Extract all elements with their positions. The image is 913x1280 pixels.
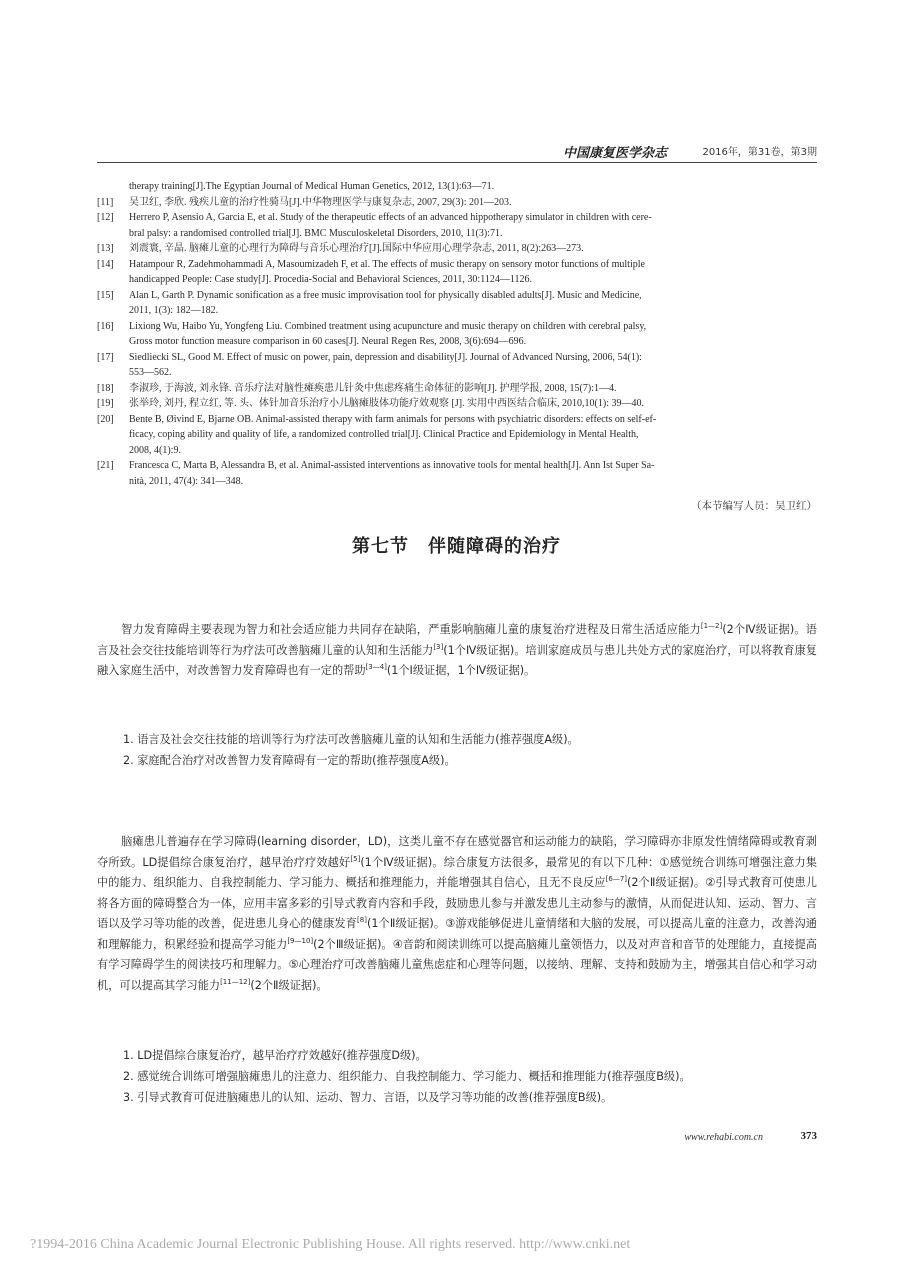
recommendation-item: 1. 语言及社会交往技能的培训等行为疗法可改善脑瘫儿童的认知和生活能力(推荐强度A级)。 <box>123 733 579 746</box>
reference-item <box>97 381 817 397</box>
reference-item <box>97 257 817 288</box>
reference-number: [18] <box>97 382 114 394</box>
copyright-notice: ?1994-2016 China Academic Journal Electronic Publishing House. All rights reserved. http://www.cnki.net <box>30 1237 631 1252</box>
para1-text: (2个Ⅳ级证据)。语言及社会交往技能培训等行为疗法可改善脑瘫儿童的认知和生活能力 <box>97 623 817 657</box>
recommendations-1 <box>97 729 817 771</box>
reference-line: Siedliecki SL, Good M. Effect of music on power, pain, depression and disability[J]. Journal of Advanced Nursing, 2006, 54(1): <box>129 351 642 363</box>
reference-line: ficacy, coping ability and quality of life, a randomized controlled trial[J]. Clinical Practice and Epidemiology in Mental Health, <box>129 429 639 440</box>
para1-text: (1个Ⅰ级证据，1个Ⅳ级证据)。 <box>386 664 536 677</box>
reference-item <box>97 195 817 211</box>
reference-line: Lixiong Wu, Haibo Yu, Yongfeng Liu. Combined treatment using acupuncture and music therapy on children with cerebral palsy, <box>129 320 647 332</box>
para2-text: 脑瘫患儿普遍存在学习障碍(learning disorder，LD)，这类儿童不存在感觉器官和运动能力的缺陷，学习障碍亦非原发性情绪障碍或教育剥夺所致。LD提倡综合康复治疗，越早治疗疗效越好 <box>97 835 817 869</box>
reference-item <box>97 396 817 412</box>
reference-line: 刘震寰, 辛晶. 脑瘫儿童的心理行为障碍与音乐心理治疗[J].国际中华应用心理学杂志, 2011, 8(2):263—273. <box>129 243 584 254</box>
reference-item <box>97 319 817 350</box>
reference-line: 李淑珍, 于海波, 刘永锋. 音乐疗法对脑性瘫痪患儿针灸中焦虑疼痛生命体征的影响[J]. 护理学报, 2008, 15(7):1—4. <box>129 382 617 394</box>
reference-item <box>97 288 817 319</box>
reference-number: [17] <box>97 351 114 363</box>
para2-text: (1个Ⅳ级证据)。综合康复方法很多，最常见的有以下几种：①感觉统合训练可增强注意力集中的能力、组织能力、自我控制能力、学习能力、概括和推理能力，并能增强其自信心，且无不良反应 <box>97 855 817 889</box>
recommendation-item: 2. 感觉统合训练可增强脑瘫患儿的注意力、组织能力、自我控制能力、学习能力、概括和推理能力(推荐强度B级)。 <box>123 1070 691 1083</box>
reference-number: [21] <box>97 460 114 471</box>
reference-item <box>97 458 817 489</box>
para2-text: (2个Ⅱ级证据)。②引导式教育可使患儿将各方面的障碍整合为一体，应用丰富多彩的引导式教育内容和手段，鼓励患儿参与并激发患儿主动参与的激情，从而促进认知、运动、智力、言语以及学习等功能的改善，促进患儿身心的健康发育 <box>97 876 817 930</box>
page-number: 373 <box>800 1130 817 1142</box>
recommendations-2 <box>97 1045 817 1108</box>
recommendation-item: 2. 家庭配合治疗对改善智力发育障碍有一定的帮助(推荐强度A级)。 <box>123 754 456 767</box>
reference-list <box>97 179 817 489</box>
reference-item <box>97 210 817 241</box>
citation: [5] <box>350 854 361 863</box>
section-title: 第七节 伴随障碍的治疗 <box>352 536 561 557</box>
reference-item <box>97 350 817 381</box>
reference-number: [12] <box>97 212 114 223</box>
reference-item <box>97 241 817 257</box>
para2-text: (1个Ⅱ级证据)。③游戏能够促进儿童情绪和大脑的发展，可以提高儿童的注意力，改善沟通和理解能力，积累经验和提高学习能力 <box>97 917 817 951</box>
reference-line: Francesca C, Marta B, Alessandra B, et al. Animal-assisted interventions as innovative tools for mental health[J]. Ann Ist Super Sa- <box>129 460 655 471</box>
reference-item <box>97 179 817 195</box>
reference-number: [15] <box>97 289 114 301</box>
paragraph-intellectual-disability <box>97 620 817 682</box>
reference-line: 2011, 1(3): 182—182. <box>129 305 219 316</box>
reference-line: therapy training[J].The Egyptian Journal of Medical Human Genetics, 2012, 13(1):63—71. <box>129 181 495 192</box>
issue-info: 2016年，第31卷，第3期 <box>702 147 817 158</box>
reference-line: nità, 2011, 47(4): 341—348. <box>129 475 244 487</box>
reference-item <box>97 412 817 459</box>
recommendation-item: 1. LD提倡综合康复治疗，越早治疗疗效越好(推荐强度D级)。 <box>123 1049 427 1062</box>
reference-line: handicapped People: Case study[J]. Procedia-Social and Behavioral Sciences, 2011, 30:1124—1126. <box>129 274 532 285</box>
citation: [1—2] <box>700 622 723 630</box>
footer-url: www.rehabi.com.cn <box>684 1132 763 1143</box>
reference-line: 吴卫红, 李欣. 残疾儿童的治疗性骑马[J].中华物理医学与康复杂志, 2007, 29(3): 201—203. <box>129 196 512 208</box>
reference-line: 张举玲, 刘丹, 程立红, 等. 头、体针加音乐治疗小儿脑瘫肢体功能疗效观察 [J]. 实用中西医结合临床, 2010,10(1): 39—40. <box>129 398 644 409</box>
para1-text: (1个Ⅳ级证据)。培训家庭成员与患儿共处方式的家庭治疗，可以将教育康复融入家庭生活中，对改善智力发育障碍也有一定的帮助 <box>97 643 817 677</box>
reference-line: bral palsy: a randomised controlled trial[J]. BMC Musculoskeletal Disorders, 2010, 11(3):71. <box>129 227 503 239</box>
reference-line: Alan L, Garth P. Dynamic sonification as a free music improvisation tool for physically disabled adults[J]. Music and Medicine, <box>129 289 642 301</box>
author-note: （本节编写人员：吴卫红） <box>691 500 817 512</box>
reference-line: Hatampour R, Zadehmohammadi A, Masoumizadeh F, et al. The effects of music therapy on sensory motor functions of multiple <box>129 258 645 270</box>
reference-line: 2008, 4(1):9. <box>129 444 181 456</box>
reference-number: [13] <box>97 243 114 254</box>
page-header <box>97 140 817 163</box>
citation: [3] <box>433 642 444 651</box>
reference-line: Gross motor function measure comparison in 60 cases[J]. Neural Regen Res, 2008, 3(6):694—696. <box>129 336 527 347</box>
citation: [6—7] <box>605 875 628 883</box>
citation: [11—12] <box>220 977 251 986</box>
citation: [3—4] <box>365 663 387 671</box>
para1-text: 智力发育障碍主要表现为智力和社会适应能力共同存在缺陷，严重影响脑瘫儿童的康复治疗进程及日常生活适应能力 <box>121 623 701 636</box>
reference-number: [19] <box>97 398 114 409</box>
paragraph-learning-disorder <box>97 832 817 996</box>
reference-number: [16] <box>97 320 114 332</box>
para2-text: (2个Ⅱ级证据)。 <box>250 978 328 992</box>
citation: [8] <box>357 916 367 924</box>
reference-number: [14] <box>97 258 114 270</box>
journal-name: 中国康复医学杂志 <box>562 146 667 161</box>
reference-line: Bente B, Øivind E, Bjarne OB. Animal-assisted therapy with farm animals for persons with psychiatric disorders: effects on self-ef- <box>129 413 657 425</box>
para2-text: (2个Ⅲ级证据)。④音韵和阅读训练可以提高脑瘫儿童领悟力，以及对声音和音节的处理能力，直接提高有学习障碍学生的阅读技巧和理解力。⑤心理治疗可改善脑瘫儿童焦虑症和心理等问题，以接纳、理解、支持和鼓励为主，增强其自信心和学习动机，可以提高其学习能力 <box>97 937 817 992</box>
reference-line: 553—562. <box>129 367 172 378</box>
citation: [9—10] <box>287 936 314 945</box>
reference-line: Herrero P, Asensio A, Garcia E, et al. Study of the therapeutic effects of an advanced hippotherapy simulator in children with cere- <box>129 212 652 223</box>
reference-number: [20] <box>97 413 114 425</box>
recommendation-item: 3. 引导式教育可促进脑瘫患儿的认知、运动、智力、言语，以及学习等功能的改善(推荐强度B级)。 <box>123 1091 613 1104</box>
reference-number: [11] <box>97 196 114 208</box>
